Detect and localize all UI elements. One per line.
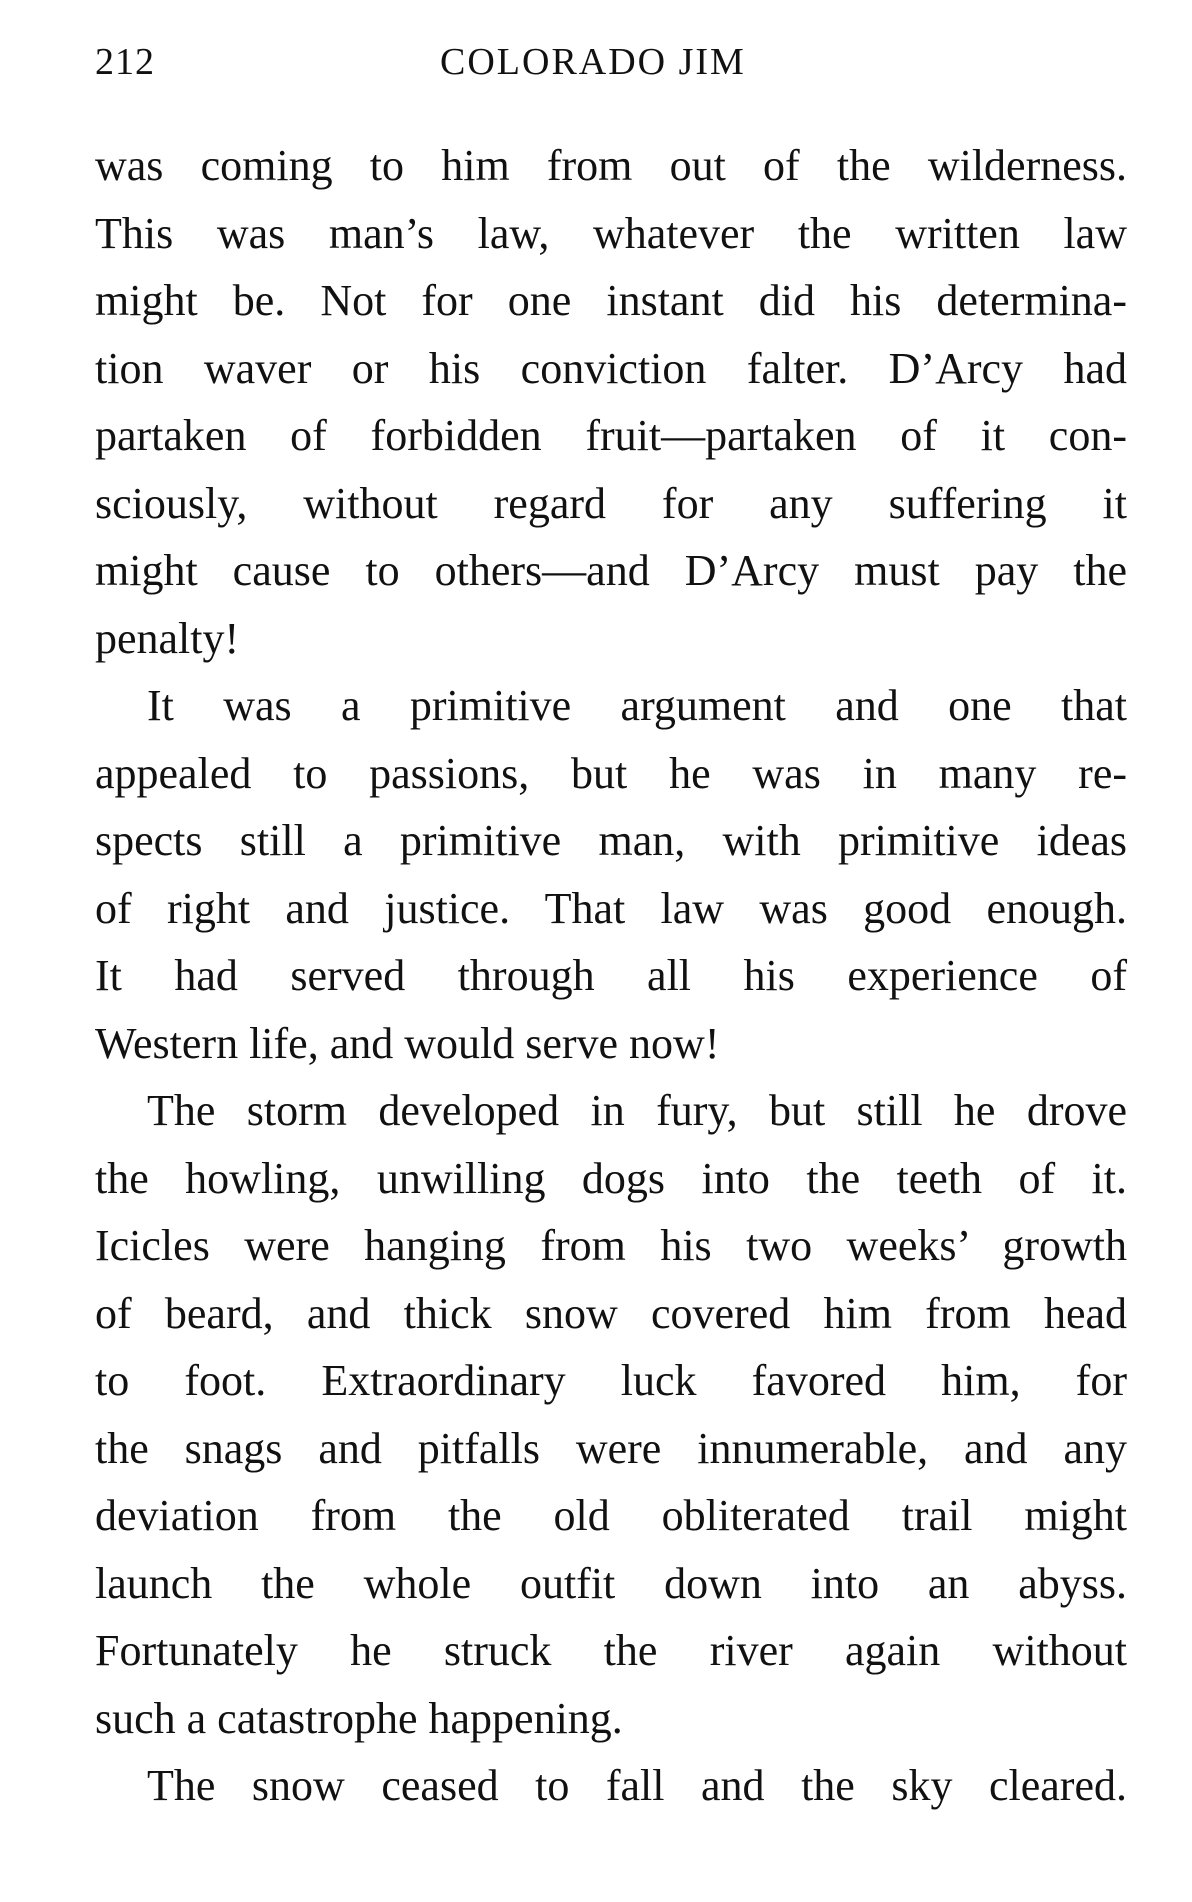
page-number: 212 — [95, 41, 155, 83]
text-line: of right and justice. That law was good enough. — [95, 883, 1127, 933]
body-text — [95, 132, 1127, 1820]
text-line: spects still a primitive man, with primitive ideas — [95, 816, 1127, 865]
text-line: Fortunately he struck the river again without — [95, 1626, 1127, 1675]
text-line: The snow ceased to fall and the sky cleared. — [147, 1761, 1127, 1810]
text-line: of beard, and thick snow covered him from head — [95, 1288, 1127, 1338]
text-line: Western life, and would serve now! — [95, 1018, 720, 1068]
text-line: deviation from the old obliterated trail might — [95, 1491, 1127, 1540]
paragraph-3 — [95, 1077, 1127, 1752]
text-line: Icicles were hanging from his two weeks’ growth — [95, 1221, 1127, 1270]
text-line: partaken of forbidden fruit—partaken of it con- — [95, 411, 1127, 460]
text-line: might cause to others—and D’Arcy must pay the — [95, 546, 1127, 595]
text-line: might be. Not for one instant did his determina- — [95, 276, 1127, 325]
text-line: penalty! — [95, 613, 240, 663]
paragraph-4 — [95, 1752, 1127, 1820]
text-line: launch the whole outfit down into an abyss. — [95, 1558, 1127, 1608]
text-line: to foot. Extraordinary luck favored him, for — [95, 1356, 1127, 1405]
text-line: This was man’s law, whatever the written law — [95, 208, 1127, 258]
text-line: tion waver or his conviction falter. D’Arcy had — [95, 343, 1127, 393]
text-line: such a catastrophe happening. — [95, 1693, 623, 1743]
text-line: The storm developed in fury, but still he drove — [147, 1086, 1127, 1135]
paragraph-2 — [95, 672, 1127, 1077]
paragraph-1 — [95, 132, 1127, 672]
text-line: the howling, unwilling dogs into the teeth of it. — [95, 1153, 1127, 1203]
text-line: the snags and pitfalls were innumerable, and any — [95, 1423, 1127, 1473]
text-line: was coming to him from out of the wilderness. — [95, 141, 1127, 190]
text-line: sciously, without regard for any suffering it — [95, 478, 1127, 528]
text-line: It was a primitive argument and one that — [147, 681, 1127, 730]
running-head — [95, 40, 1125, 100]
text-line: It had served through all his experience of — [95, 951, 1127, 1000]
running-title: COLORADO JIM — [440, 41, 746, 83]
text-line: appealed to passions, but he was in many re- — [95, 748, 1127, 798]
